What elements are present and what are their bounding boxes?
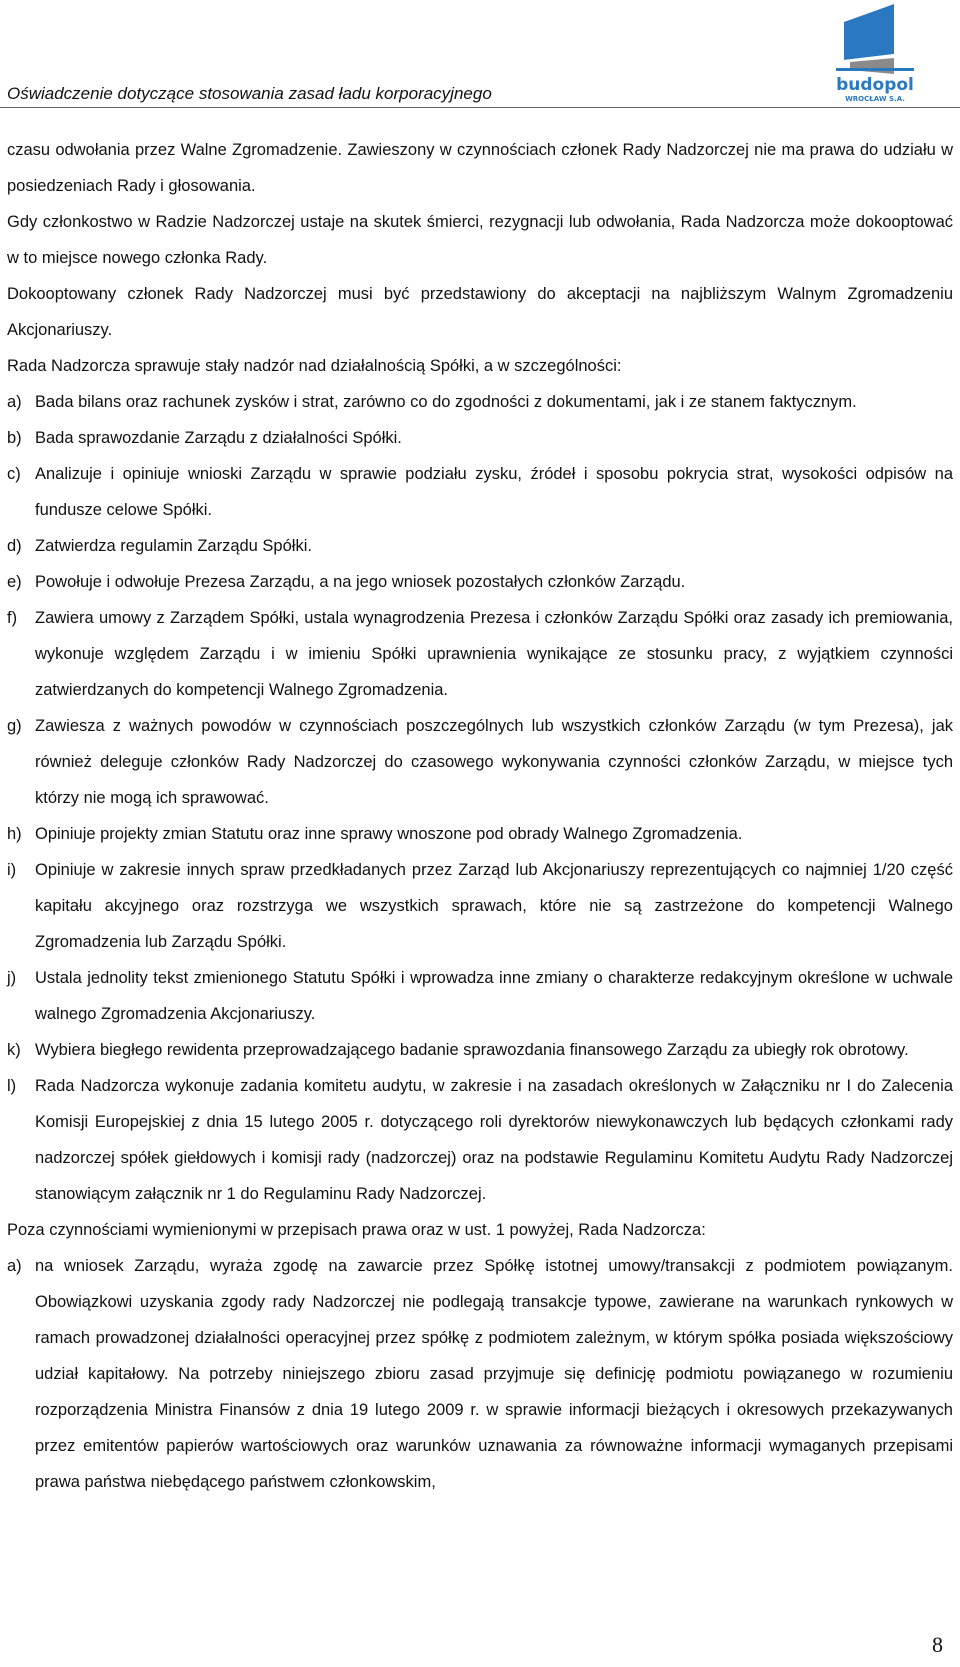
list-item (7, 456, 953, 528)
paragraph: czasu odwołania przez Walne Zgromadzenie. Zawieszony w czynnościach członek Rady Nadzorczej nie ma prawa do udziału w posiedzeniach Rady i głosowania. (7, 141, 953, 195)
list-item-text: Opiniuje projekty zmian Statutu oraz inne sprawy wnoszone pod obrady Walnego Zgromadzenia. (35, 825, 743, 843)
list-marker: h) (7, 825, 22, 843)
list-item (7, 852, 953, 960)
list-marker: j) (7, 969, 17, 987)
list-marker: g) (7, 717, 22, 735)
list-marker: i) (7, 861, 17, 879)
list-item-text: Wybiera biegłego rewidenta przeprowadzającego badanie sprawozdania finansowego Zarządu za ubiegły rok obrotowy. (35, 1041, 909, 1059)
list-item-text: Zawiera umowy z Zarządem Spółki, ustala wynagrodzenia Prezesa i członków Zarządu Spółki oraz zasady ich premiowania, wykonuje względem Zarządu i w imieniu Spółki uprawnienia wynikające ze stosunku pracy, z wyjątkiem czynności zatwierdzanych do kompetencji Walnego Zgromadzenia. (35, 609, 953, 699)
paragraph: Poza czynnościami wymienionymi w przepisach prawa oraz w ust. 1 powyżej, Rada Nadzorcza: (7, 1221, 706, 1239)
list-item (7, 564, 953, 600)
list-item (7, 1032, 953, 1068)
paragraph: Gdy członkostwo w Radzie Nadzorczej ustaje na skutek śmierci, rezygnacji lub odwołania, Rada Nadzorcza może dokooptować w to miejsce nowego członka Rady. (7, 213, 953, 267)
list-item (7, 816, 953, 852)
logo-text: budopol (836, 75, 914, 95)
list-item-text: Bada sprawozdanie Zarządu z działalności Spółki. (35, 429, 402, 447)
list-marker: k) (7, 1041, 21, 1059)
list-item-text: Opiniuje w zakresie innych spraw przedkładanych przez Zarząd lub Akcjonariuszy reprezentujących co najmniej 1/20 część kapitału akcyjnego oraz rozstrzyga we wszystkich sprawach, które nie są zastrzeżone do kompetencji Walnego Zgromadzenia lub Zarządu Spółki. (35, 861, 953, 951)
list-item-text: Zatwierdza regulamin Zarządu Spółki. (35, 537, 312, 555)
list-item-text: na wniosek Zarządu, wyraża zgodę na zawarcie przez Spółkę istotnej umowy/transakcji z podmiotem powiązanym. Obowiązkowi uzyskania zgody rady Nadzorczej nie podlegają transakcje typowe, zawierane na warunkach rynkowych w ramach prowadzonej działalności operacyjnej przez spółkę z podmiotem zależnym, w którym spółka posiada większościowy udział kapitałowy. Na potrzeby niniejszego zbioru zasad przyjmuje się definicję podmiotu powiązanego w rozumieniu rozporządzenia Ministra Finansów z dnia 19 lutego 2009 r. w sprawie informacji bieżących i okresowych przekazywanych przez emitentów papierów wartościowych oraz warunków uznawania za równoważne informacji wymaganych przepisami prawa państwa niebędącego państwem członkowskim, (35, 1257, 953, 1491)
list-item (7, 708, 953, 816)
list-marker: f) (7, 609, 18, 627)
paragraph: Rada Nadzorcza sprawuje stały nadzór nad działalnością Spółki, a w szczególności: (7, 357, 622, 375)
list-item (7, 528, 953, 564)
logo-subtext: WROCŁAW S.A. (845, 95, 905, 103)
list-marker: b) (7, 429, 22, 447)
company-logo (830, 0, 930, 104)
list-item-text: Analizuje i opiniuje wnioski Zarządu w sprawie podziału zysku, źródeł i sposobu pokrycia strat, wysokości odpisów na fundusze celowe Spółki. (35, 465, 953, 519)
paragraph: Dokooptowany członek Rady Nadzorczej musi być przedstawiony do akceptacji na najbliższym Walnym Zgromadzeniu Akcjonariuszy. (7, 285, 953, 339)
list-item (7, 420, 953, 456)
list-marker: c) (7, 465, 21, 483)
list-marker: d) (7, 537, 22, 555)
list-marker: a) (7, 1257, 22, 1275)
list-item-text: Zawiesza z ważnych powodów w czynnościach poszczególnych lub wszystkich członków Zarządu (w tym Prezesa), jak również deleguje członków Rady Nadzorczej do czasowego wykonywania czynności członków Zarządu, w miejsce tych którzy nie mogą ich sprawować. (35, 717, 953, 807)
list-item (7, 1068, 953, 1212)
list-item (7, 600, 953, 708)
list-marker: l) (7, 1077, 17, 1095)
additional-duties-list (7, 1248, 953, 1500)
header-divider (0, 107, 960, 108)
list-marker: e) (7, 573, 22, 591)
page-number: 8 (932, 1632, 943, 1657)
list-item-text: Powołuje i odwołuje Prezesa Zarządu, a na jego wniosek pozostałych członków Zarządu. (35, 573, 686, 591)
header-title: Oświadczenie dotyczące stosowania zasad ładu korporacyjnego (7, 84, 492, 103)
list-item (7, 1248, 953, 1500)
list-marker: a) (7, 393, 22, 411)
supervision-list (7, 384, 953, 1212)
list-item-text: Rada Nadzorcza wykonuje zadania komitetu audytu, w zakresie i na zasadach określonych w Załączniku nr I do Zalecenia Komisji Europejskiej z dnia 15 lutego 2005 r. dotyczącego roli dyrektorów niewykonawczych lub będących członkami rady nadzorczej spółek giełdowych i komisji rady (nadzorczej) oraz na podstawie Regulaminu Komitetu Audytu Rady Nadzorczej stanowiącym załącznik nr 1 do Regulaminu Rady Nadzorczej. (35, 1077, 953, 1203)
list-item-text: Bada bilans oraz rachunek zysków i strat, zarówno co do zgodności z dokumentami, jak i ze stanem faktycznym. (35, 393, 857, 411)
document-body (7, 132, 953, 1500)
list-item (7, 960, 953, 1032)
list-item (7, 384, 953, 420)
list-item-text: Ustala jednolity tekst zmienionego Statutu Spółki i wprowadza inne zmiany o charakterze redakcyjnym określone w uchwale walnego Zgromadzenia Akcjonariuszy. (35, 969, 953, 1023)
